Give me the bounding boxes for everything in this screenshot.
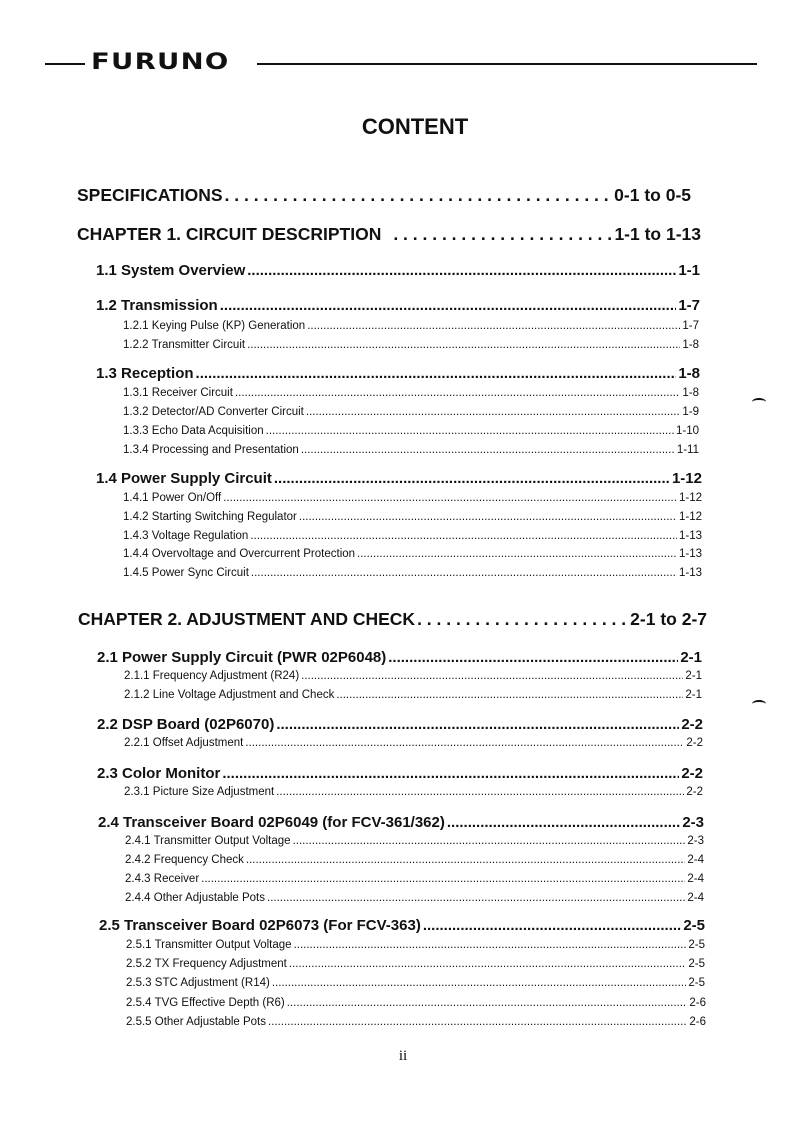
margin-mark <box>752 700 766 708</box>
toc-entry-title: 1.2.1 Keying Pulse (KP) Generation <box>123 320 306 332</box>
toc-entry-section[interactable] <box>97 716 703 733</box>
toc-entry-section[interactable] <box>96 470 702 487</box>
toc-entry-page: 1-13 <box>678 530 702 542</box>
toc-entry-subsection[interactable] <box>126 997 706 1009</box>
leader-dots <box>287 997 688 1009</box>
leader-dots <box>246 854 685 866</box>
toc-entry-page: 2-2 <box>681 765 703 782</box>
toc-entry-page: 2-2 <box>686 737 703 749</box>
leader-dots <box>266 425 674 437</box>
leader-dots <box>301 444 675 456</box>
leader-dots <box>235 387 680 399</box>
toc-entry-subsection[interactable] <box>124 786 703 798</box>
toc-entry-page: 1-7 <box>678 297 700 314</box>
toc-entry-page: 1-7 <box>682 320 699 332</box>
leader-dots <box>388 649 678 666</box>
toc-entry-page: 1-10 <box>675 425 699 437</box>
toc-entry-subsection[interactable] <box>123 444 699 456</box>
toc-entry-title: 2.2 DSP Board (02P6070) <box>97 716 275 733</box>
toc-entry-title: 1.3.4 Processing and Presentation <box>123 444 299 456</box>
toc-entry-section[interactable] <box>96 262 700 279</box>
toc-entry-page: 2-1 <box>685 670 702 682</box>
leader-dots <box>423 917 681 934</box>
toc-entry-page: 2-2 <box>686 786 703 798</box>
toc-entry-page: 1-13 <box>678 548 702 560</box>
toc-entry-chapter-2[interactable] <box>78 609 707 630</box>
toc-entry-title: 1.4.1 Power On/Off <box>123 492 222 504</box>
toc-entry-title: SPECIFICATIONS <box>77 185 223 205</box>
toc-entry-title: 1.2.2 Transmitter Circuit <box>123 339 246 351</box>
furuno-logo: FURUNO <box>91 50 230 75</box>
toc-entry-title: 2.4.1 Transmitter Output Voltage <box>125 835 291 847</box>
page-number: ii <box>398 1048 408 1064</box>
toc-entry-page: 2-3 <box>682 814 704 831</box>
toc-entry-page: 2-4 <box>687 854 704 866</box>
toc-entry-subsection[interactable] <box>123 406 699 418</box>
leader-dots <box>301 670 683 682</box>
toc-entry-subsection[interactable] <box>123 339 699 351</box>
toc-entry-subsection[interactable] <box>123 320 699 332</box>
leader-dots <box>250 530 677 542</box>
toc-entry-title: 2.5.3 STC Adjustment (R14) <box>126 977 270 989</box>
toc-entry-title: 2.4.2 Frequency Check <box>125 854 244 866</box>
toc-entry-title: 1.4.4 Overvoltage and Overcurrent Protection <box>123 548 356 560</box>
toc-entry-title: 1.2 Transmission <box>96 297 218 314</box>
toc-entry-subsection[interactable] <box>125 854 704 866</box>
page-title: CONTENT <box>361 114 469 139</box>
toc-entry-page: 2-1 <box>685 689 702 701</box>
toc-entry-title: 2.3.1 Picture Size Adjustment <box>124 786 275 798</box>
leader-dots <box>201 873 685 885</box>
toc-entry-page: 1-1 <box>678 262 700 279</box>
toc-entry-subsection[interactable] <box>126 958 705 970</box>
leader-dots <box>274 470 670 487</box>
toc-entry-page: 1-9 <box>682 406 699 418</box>
leader-dots <box>294 939 687 951</box>
toc-entry-section[interactable] <box>98 814 704 831</box>
toc-entry-page: 1-8 <box>682 339 699 351</box>
toc-entry-section[interactable] <box>96 297 700 314</box>
toc-entry-subsection[interactable] <box>123 567 702 579</box>
toc-entry-page: 1-8 <box>678 365 700 382</box>
leader-dots <box>220 297 677 314</box>
toc-entry-page: 1-12 <box>678 492 702 504</box>
toc-entry-page: 2-4 <box>687 892 704 904</box>
toc-entry-page: 0-1 to 0-5 <box>614 185 691 205</box>
toc-entry-subsection[interactable] <box>126 1016 706 1028</box>
leader-dots <box>245 737 684 749</box>
leader-dots <box>276 716 679 733</box>
toc-entry-page: 2-4 <box>687 873 704 885</box>
toc-entry-title: 1.4 Power Supply Circuit <box>96 470 272 487</box>
toc-entry-title: 1.4.5 Power Sync Circuit <box>123 567 249 579</box>
toc-entry-chapter-1[interactable] <box>77 224 701 245</box>
toc-entry-page: 1-1 to 1-13 <box>614 224 701 244</box>
toc-entry-section[interactable] <box>97 649 702 666</box>
toc-entry-subsection[interactable] <box>123 511 702 523</box>
toc-entry-section[interactable] <box>99 917 705 934</box>
toc-entry-section[interactable] <box>96 365 700 382</box>
toc-entry-title: 2.2.1 Offset Adjustment <box>124 737 244 749</box>
toc-entry-title: 2.3 Color Monitor <box>97 765 221 782</box>
toc-entry-title: 2.4.3 Receiver <box>125 873 200 885</box>
toc-entry-subsection[interactable] <box>125 835 704 847</box>
toc-entry-title: 2.4 Transceiver Board 02P6049 (for FCV-361/362) <box>98 814 445 831</box>
toc-entry-title: 2.5 Transceiver Board 02P6073 (For FCV-363) <box>99 917 421 934</box>
leader-dots <box>272 977 687 989</box>
toc-entry-title: 1.3.3 Echo Data Acquisition <box>123 425 264 437</box>
toc-entry-subsection[interactable] <box>123 425 699 437</box>
header-rule-right <box>257 63 757 65</box>
leader-dots <box>289 958 686 970</box>
toc-entry-title: 2.5.2 TX Frequency Adjustment <box>126 958 287 970</box>
toc-entry-title: 2.5.4 TVG Effective Depth (R6) <box>126 997 285 1009</box>
toc-entry-page: 1-12 <box>678 511 702 523</box>
leader-dots <box>357 548 677 560</box>
leader-dots <box>393 224 612 245</box>
margin-mark <box>752 398 766 406</box>
toc-entry-title: 2.1 Power Supply Circuit (PWR 02P6048) <box>97 649 387 666</box>
leader-dots <box>336 689 683 701</box>
leader-dots <box>306 406 681 418</box>
toc-entry-page: 2-6 <box>689 1016 706 1028</box>
toc-entry-page: 2-5 <box>688 958 705 970</box>
toc-entry-page: 2-2 <box>681 716 703 733</box>
toc-entry-title: 1.3.1 Receiver Circuit <box>123 387 233 399</box>
toc-entry-title: 2.1.2 Line Voltage Adjustment and Check <box>124 689 335 701</box>
toc-entry-title: 2.5.5 Other Adjustable Pots <box>126 1016 267 1028</box>
toc-entry-title: 2.4.4 Other Adjustable Pots <box>125 892 266 904</box>
leader-dots <box>267 892 685 904</box>
leader-dots <box>447 814 680 831</box>
toc-entry-subsection[interactable] <box>124 670 702 682</box>
leader-dots <box>196 365 677 382</box>
toc-entry-page: 1-13 <box>678 567 702 579</box>
toc-entry-title: 2.1.1 Frequency Adjustment (R24) <box>124 670 300 682</box>
leader-dots <box>247 339 680 351</box>
leader-dots <box>299 511 677 523</box>
toc-entry-page: 2-3 <box>687 835 704 847</box>
header-rule-left <box>45 63 85 65</box>
toc-entry-page: 1-12 <box>671 470 702 487</box>
toc-entry-title: CHAPTER 2. ADJUSTMENT AND CHECK <box>78 609 416 629</box>
leader-dots <box>293 835 686 847</box>
toc-entry-page: 2-1 to 2-7 <box>630 609 707 629</box>
page-header <box>45 52 757 76</box>
toc-entry-page: 1-11 <box>676 444 699 456</box>
toc-entry-subsection[interactable] <box>124 737 703 749</box>
leader-dots <box>417 609 628 630</box>
toc-entry-page: 1-8 <box>682 387 699 399</box>
leader-dots <box>307 320 680 332</box>
toc-entry-subsection[interactable] <box>123 530 702 542</box>
toc-entry-page: 2-6 <box>689 997 706 1009</box>
toc-entry-page: 2-1 <box>680 649 702 666</box>
toc-entry-title: 2.5.1 Transmitter Output Voltage <box>126 939 292 951</box>
toc-entry-specifications[interactable] <box>77 185 691 206</box>
toc-entry-subsection[interactable] <box>125 873 704 885</box>
toc-entry-title: CHAPTER 1. CIRCUIT DESCRIPTION <box>77 224 382 244</box>
leader-dots <box>268 1016 687 1028</box>
toc-entry-title: 1.3.2 Detector/AD Converter Circuit <box>123 406 304 418</box>
toc-entry-title: 1.4.2 Starting Switching Regulator <box>123 511 297 523</box>
toc-entry-section[interactable] <box>97 765 703 782</box>
toc-entry-subsection[interactable] <box>126 939 705 951</box>
toc-entry-subsection[interactable] <box>123 548 702 560</box>
leader-dots <box>223 492 677 504</box>
toc-entry-subsection[interactable] <box>124 689 702 701</box>
toc-entry-subsection[interactable] <box>123 387 699 399</box>
leader-dots <box>251 567 677 579</box>
toc-entry-title: 1.3 Reception <box>96 365 194 382</box>
toc-entry-subsection[interactable] <box>125 892 704 904</box>
leader-dots <box>276 786 684 798</box>
toc-entry-subsection[interactable] <box>126 977 705 989</box>
toc-entry-page: 2-5 <box>683 917 705 934</box>
toc-entry-title: 1.1 System Overview <box>96 262 246 279</box>
leader-dots <box>225 185 613 206</box>
toc-entry-page: 2-5 <box>688 977 705 989</box>
toc-entry-page: 2-5 <box>688 939 705 951</box>
toc-entry-title: 1.4.3 Voltage Regulation <box>123 530 249 542</box>
leader-dots <box>222 765 679 782</box>
leader-dots <box>247 262 676 279</box>
toc-entry-subsection[interactable] <box>123 492 702 504</box>
